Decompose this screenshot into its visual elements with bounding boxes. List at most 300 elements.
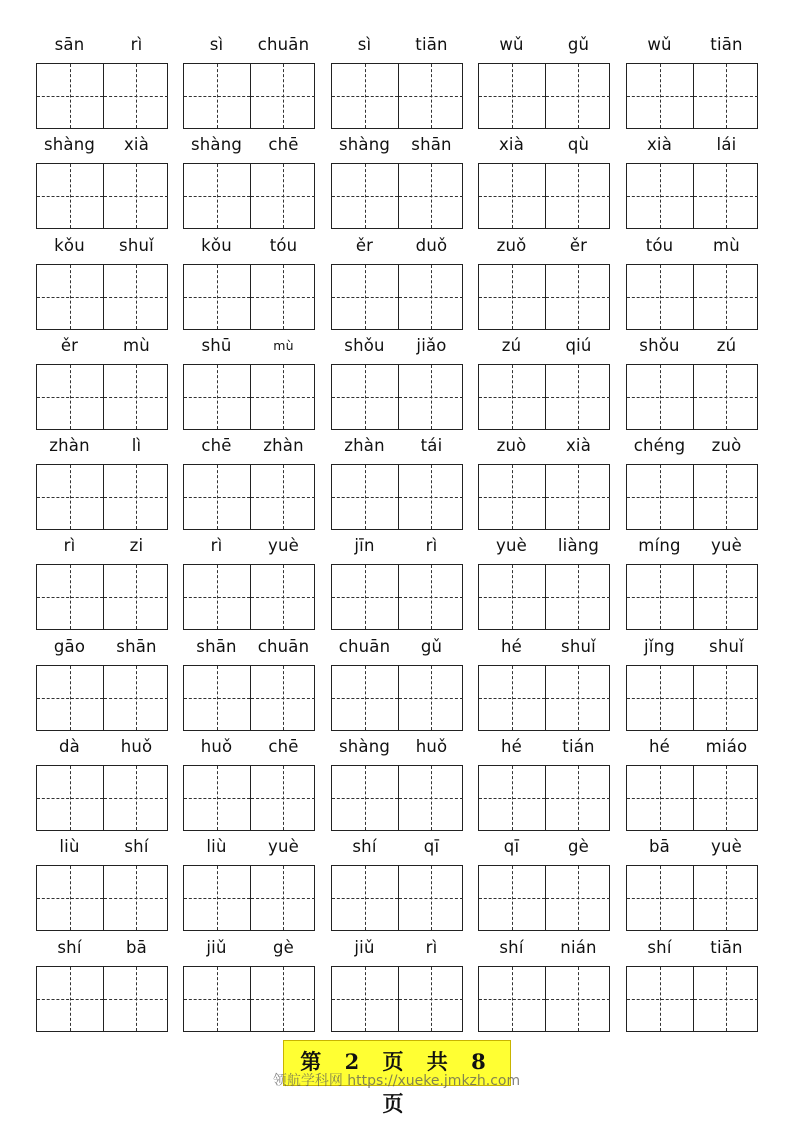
pinyin-syllable: shuǐ (561, 636, 596, 656)
tianzige-cell (545, 766, 610, 830)
pinyin-syllable: wǔ (647, 35, 672, 54)
worksheet-row (36, 635, 760, 735)
pinyin-syllable: duǒ (415, 235, 448, 255)
pinyin-line (331, 835, 465, 859)
pinyin-syllable: xià (498, 135, 525, 155)
word-box (331, 434, 465, 534)
pinyin-syllable: liàng (557, 536, 600, 556)
word-box (36, 835, 170, 935)
pinyin-syllable: sì (209, 35, 224, 54)
pinyin-syllable: jiǔ (206, 937, 227, 957)
tianzige-cell (250, 164, 315, 228)
tianzige-cell (103, 666, 168, 730)
pinyin-syllable: yuè (268, 536, 299, 556)
tianzige-cell (37, 766, 103, 830)
tianzige-cell (332, 164, 398, 228)
pinyin-syllable: tiān (710, 35, 743, 54)
word-box (183, 334, 317, 434)
writing-grid (478, 264, 610, 330)
pinyin-syllable: qī (423, 837, 440, 857)
tianzige-cell (479, 265, 545, 329)
tianzige-cell (37, 365, 103, 429)
tianzige-cell (332, 967, 398, 1031)
worksheet-row (36, 835, 760, 935)
pinyin-syllable: chuān (257, 636, 310, 656)
tianzige-cell (103, 265, 168, 329)
tianzige-cell (103, 866, 168, 930)
tianzige-cell (398, 265, 463, 329)
tianzige-cell (398, 365, 463, 429)
writing-grid (183, 464, 315, 530)
pinyin-syllable: qī (503, 837, 520, 857)
pinyin-syllable: kǒu (54, 235, 85, 255)
pinyin-line (183, 434, 317, 458)
writing-grid (626, 163, 758, 229)
pinyin-syllable: shǒu (639, 335, 680, 355)
pinyin-syllable: chē (268, 737, 299, 757)
tianzige-cell (103, 64, 168, 128)
pinyin-syllable: gǔ (420, 636, 443, 656)
worksheet-row (36, 33, 760, 133)
pinyin-line (183, 835, 317, 859)
pinyin-syllable: zuò (711, 436, 742, 456)
pinyin-syllable: gè (272, 937, 295, 957)
pinyin-syllable: tóu (645, 235, 674, 255)
writing-grid (183, 163, 315, 229)
writing-grid (183, 364, 315, 430)
tianzige-cell (545, 64, 610, 128)
word-box (331, 534, 465, 634)
writing-grid (626, 765, 758, 831)
word-box (478, 234, 612, 334)
pinyin-line (183, 735, 317, 759)
pinyin-line (626, 33, 760, 57)
writing-grid (331, 63, 463, 129)
tianzige-cell (479, 465, 545, 529)
writing-grid (478, 63, 610, 129)
writing-grid (331, 464, 463, 530)
pinyin-syllable: liù (206, 837, 227, 857)
tianzige-cell (398, 866, 463, 930)
tianzige-cell (250, 565, 315, 629)
worksheet-row (36, 735, 760, 835)
writing-grid (36, 364, 168, 430)
word-box (183, 434, 317, 534)
word-box (183, 33, 317, 133)
writing-grid (331, 564, 463, 630)
pinyin-syllable: mù (273, 337, 294, 353)
pinyin-syllable: lái (716, 135, 737, 155)
tianzige-cell (693, 164, 758, 228)
writing-grid (478, 163, 610, 229)
pinyin-line (626, 936, 760, 960)
word-box (626, 735, 760, 835)
pinyin-syllable: xià (565, 436, 592, 456)
writing-grid (36, 765, 168, 831)
tianzige-cell (250, 967, 315, 1031)
tianzige-cell (332, 666, 398, 730)
pinyin-syllable: gè (567, 837, 590, 857)
worksheet-row (36, 534, 760, 634)
word-box (183, 133, 317, 233)
word-box (36, 434, 170, 534)
pinyin-syllable: ěr (569, 235, 588, 255)
pinyin-syllable: míng (638, 536, 681, 556)
writing-grid (36, 564, 168, 630)
tianzige-cell (545, 967, 610, 1031)
pinyin-syllable: zuò (496, 436, 527, 456)
tianzige-cell (693, 766, 758, 830)
pinyin-syllable: shān (196, 636, 237, 656)
writing-grid (331, 264, 463, 330)
writing-grid (626, 464, 758, 530)
tianzige-cell (627, 365, 693, 429)
writing-grid (626, 665, 758, 731)
tianzige-cell (184, 164, 250, 228)
tianzige-cell (103, 565, 168, 629)
pinyin-worksheet (36, 33, 760, 1036)
tianzige-cell (479, 766, 545, 830)
tianzige-cell (693, 866, 758, 930)
writing-grid (626, 264, 758, 330)
pinyin-syllable: zú (501, 335, 522, 355)
tianzige-cell (479, 164, 545, 228)
word-box (478, 635, 612, 735)
worksheet-row (36, 434, 760, 534)
tianzige-cell (184, 64, 250, 128)
tianzige-cell (627, 265, 693, 329)
writing-grid (331, 865, 463, 931)
pinyin-line (36, 534, 170, 558)
tianzige-cell (103, 465, 168, 529)
pinyin-syllable: yuè (711, 536, 742, 556)
pinyin-syllable: huǒ (120, 737, 153, 757)
pinyin-syllable: hé (648, 737, 670, 757)
pinyin-line (331, 735, 465, 759)
pinyin-syllable: mù (123, 335, 150, 355)
pinyin-syllable: xià (123, 135, 150, 155)
tianzige-cell (627, 164, 693, 228)
pinyin-line (331, 133, 465, 157)
pinyin-syllable: rì (210, 536, 223, 556)
word-box (331, 33, 465, 133)
tianzige-cell (479, 666, 545, 730)
tianzige-cell (250, 766, 315, 830)
writing-grid (331, 765, 463, 831)
word-box (331, 133, 465, 233)
word-box (36, 936, 170, 1036)
tianzige-cell (37, 666, 103, 730)
pinyin-syllable: gǔ (567, 35, 590, 54)
word-box (626, 33, 760, 133)
tianzige-cell (398, 967, 463, 1031)
writing-grid (183, 966, 315, 1032)
writing-grid (183, 665, 315, 731)
tianzige-cell (545, 465, 610, 529)
pinyin-line (183, 936, 317, 960)
pinyin-syllable: zhàn (49, 436, 90, 456)
tianzige-cell (398, 164, 463, 228)
pinyin-line (183, 234, 317, 258)
pinyin-line (626, 334, 760, 358)
writing-grid (36, 63, 168, 129)
pinyin-line (36, 434, 170, 458)
pinyin-syllable: jiǎo (416, 335, 447, 355)
writing-grid (626, 564, 758, 630)
pinyin-line (183, 33, 317, 57)
pinyin-syllable: chē (201, 436, 232, 456)
word-box (478, 334, 612, 434)
word-box (331, 936, 465, 1036)
writing-grid (183, 865, 315, 931)
tianzige-cell (627, 465, 693, 529)
word-box (478, 835, 612, 935)
writing-grid (626, 865, 758, 931)
word-box (36, 735, 170, 835)
worksheet-row (36, 133, 760, 233)
pinyin-syllable: sì (357, 35, 372, 54)
pinyin-syllable: tóu (269, 235, 298, 255)
writing-grid (478, 464, 610, 530)
pinyin-syllable: tiān (710, 937, 743, 957)
pinyin-syllable: lì (131, 436, 142, 456)
tianzige-cell (37, 164, 103, 228)
pinyin-line (626, 835, 760, 859)
pinyin-line (331, 434, 465, 458)
pinyin-line (36, 234, 170, 258)
word-box (331, 635, 465, 735)
tianzige-cell (37, 565, 103, 629)
site-watermark: 领航学科网 https://xueke.jmkzh.com (272, 1073, 521, 1089)
writing-grid (36, 665, 168, 731)
tianzige-cell (693, 465, 758, 529)
pinyin-syllable: zhàn (263, 436, 304, 456)
tianzige-cell (332, 265, 398, 329)
word-box (626, 936, 760, 1036)
page-number-label: 第 2 页 共 8 页 (300, 1049, 494, 1116)
writing-grid (478, 564, 610, 630)
word-box (626, 234, 760, 334)
tianzige-cell (693, 967, 758, 1031)
word-box (36, 635, 170, 735)
tianzige-cell (545, 866, 610, 930)
writing-grid (183, 765, 315, 831)
writing-grid (478, 765, 610, 831)
pinyin-syllable: chē (268, 135, 299, 155)
pinyin-syllable: yuè (496, 536, 527, 556)
pinyin-syllable: gāo (53, 636, 86, 656)
word-box (36, 534, 170, 634)
pinyin-syllable: shuǐ (119, 235, 154, 255)
tianzige-cell (184, 766, 250, 830)
tianzige-cell (37, 967, 103, 1031)
pinyin-line (36, 334, 170, 358)
writing-grid (36, 865, 168, 931)
tianzige-cell (693, 265, 758, 329)
writing-grid (331, 163, 463, 229)
pinyin-syllable: shí (499, 937, 524, 957)
pinyin-syllable: tián (562, 737, 595, 757)
tianzige-cell (184, 265, 250, 329)
pinyin-syllable: yuè (268, 837, 299, 857)
pinyin-line (626, 234, 760, 258)
pinyin-syllable: shí (57, 937, 82, 957)
tianzige-cell (184, 866, 250, 930)
pinyin-syllable: zi (129, 536, 144, 556)
word-box (183, 936, 317, 1036)
word-box (331, 835, 465, 935)
pinyin-syllable: shū (201, 335, 232, 355)
tianzige-cell (545, 565, 610, 629)
word-box (478, 434, 612, 534)
tianzige-cell (545, 164, 610, 228)
word-box (331, 234, 465, 334)
pinyin-line (183, 334, 317, 358)
pinyin-line (478, 534, 612, 558)
pinyin-syllable: tái (420, 436, 443, 456)
pinyin-line (331, 635, 465, 659)
tianzige-cell (37, 64, 103, 128)
pinyin-syllable: wǔ (499, 35, 524, 54)
writing-grid (183, 63, 315, 129)
word-box (478, 133, 612, 233)
word-box (626, 534, 760, 634)
tianzige-cell (479, 64, 545, 128)
tianzige-cell (398, 465, 463, 529)
pinyin-line (331, 33, 465, 57)
word-box (626, 835, 760, 935)
pinyin-syllable: kǒu (201, 235, 232, 255)
word-box (36, 133, 170, 233)
tianzige-cell (479, 967, 545, 1031)
worksheet-row (36, 334, 760, 434)
writing-grid (478, 966, 610, 1032)
pinyin-syllable: ěr (60, 335, 79, 355)
tianzige-cell (693, 64, 758, 128)
writing-grid (331, 966, 463, 1032)
writing-grid (331, 364, 463, 430)
tianzige-cell (627, 565, 693, 629)
writing-grid (478, 865, 610, 931)
tianzige-cell (250, 365, 315, 429)
pinyin-line (331, 234, 465, 258)
tianzige-cell (479, 565, 545, 629)
pinyin-line (478, 936, 612, 960)
word-box (36, 33, 170, 133)
tianzige-cell (398, 766, 463, 830)
pinyin-syllable: miáo (705, 737, 748, 757)
writing-grid (36, 966, 168, 1032)
pinyin-syllable: shàng (338, 135, 391, 155)
pinyin-line (478, 635, 612, 659)
pinyin-syllable: qù (567, 135, 590, 155)
pinyin-syllable: shān (411, 135, 452, 155)
pinyin-syllable: zhàn (344, 436, 385, 456)
pinyin-syllable: ěr (355, 235, 374, 255)
word-box (183, 534, 317, 634)
word-box (183, 835, 317, 935)
tianzige-cell (250, 866, 315, 930)
pinyin-line (331, 936, 465, 960)
pinyin-syllable: chuān (257, 35, 310, 54)
pinyin-syllable: shān (116, 636, 157, 656)
pinyin-syllable: shǒu (344, 335, 385, 355)
tianzige-cell (545, 365, 610, 429)
tianzige-cell (332, 866, 398, 930)
pinyin-line (478, 33, 612, 57)
word-box (626, 334, 760, 434)
tianzige-cell (250, 64, 315, 128)
word-box (331, 334, 465, 434)
tianzige-cell (332, 766, 398, 830)
pinyin-line (626, 434, 760, 458)
pinyin-syllable: hé (500, 636, 522, 656)
word-box (626, 434, 760, 534)
pinyin-syllable: mù (713, 235, 740, 255)
word-box (36, 334, 170, 434)
pinyin-line (478, 835, 612, 859)
pinyin-line (36, 936, 170, 960)
tianzige-cell (332, 565, 398, 629)
tianzige-cell (37, 866, 103, 930)
pinyin-line (36, 133, 170, 157)
pinyin-syllable: rì (425, 536, 438, 556)
tianzige-cell (627, 866, 693, 930)
pinyin-line (36, 835, 170, 859)
tianzige-cell (479, 365, 545, 429)
tianzige-cell (693, 365, 758, 429)
writing-grid (36, 163, 168, 229)
writing-grid (183, 264, 315, 330)
pinyin-syllable: huǒ (415, 737, 448, 757)
pinyin-line (478, 434, 612, 458)
tianzige-cell (332, 64, 398, 128)
writing-grid (36, 264, 168, 330)
pinyin-line (331, 334, 465, 358)
tianzige-cell (627, 666, 693, 730)
pinyin-syllable: jiǔ (354, 937, 375, 957)
writing-grid (478, 665, 610, 731)
pinyin-syllable: jǐng (644, 636, 675, 656)
pinyin-syllable: nián (560, 937, 597, 957)
tianzige-cell (103, 164, 168, 228)
tianzige-cell (184, 967, 250, 1031)
writing-grid (626, 63, 758, 129)
word-box (626, 133, 760, 233)
pinyin-line (183, 534, 317, 558)
word-box (478, 534, 612, 634)
tianzige-cell (398, 666, 463, 730)
word-box (478, 33, 612, 133)
pinyin-syllable: yuè (711, 837, 742, 857)
pinyin-line (36, 33, 170, 57)
pinyin-syllable: chéng (633, 436, 686, 456)
pinyin-line (183, 133, 317, 157)
pinyin-syllable: dà (59, 737, 80, 757)
pinyin-line (36, 735, 170, 759)
tianzige-cell (693, 666, 758, 730)
tianzige-cell (250, 666, 315, 730)
tianzige-cell (37, 265, 103, 329)
pinyin-syllable: zú (716, 335, 737, 355)
tianzige-cell (103, 766, 168, 830)
pinyin-syllable: rì (63, 536, 76, 556)
pinyin-syllable: chuān (338, 636, 391, 656)
pinyin-syllable: shàng (338, 737, 391, 757)
tianzige-cell (184, 365, 250, 429)
worksheet-row (36, 936, 760, 1036)
pinyin-syllable: bā (126, 937, 147, 957)
